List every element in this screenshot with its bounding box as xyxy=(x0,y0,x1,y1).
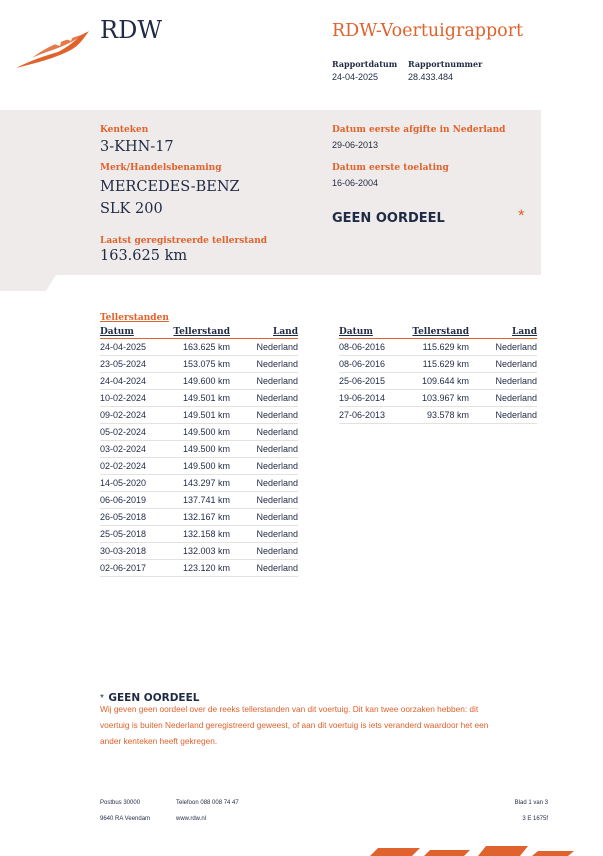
cell-land: Nederland xyxy=(230,458,298,475)
table-row xyxy=(100,441,298,458)
footer-telefoon: Telefoon 088 008 74 47 xyxy=(176,800,239,806)
cell-tellerstand: 143.297 km xyxy=(166,475,230,492)
cell-tellerstand: 149.500 km xyxy=(166,441,230,458)
cell-datum: 27-06-2013 xyxy=(339,407,405,424)
cell-datum: 05-02-2024 xyxy=(100,424,166,441)
note-line-1: Wij geven geen oordeel over de reeks tellerstanden van dit voertuig. Dit kan twee oorzaken hebben: dit xyxy=(100,704,479,714)
column-header-land: Land xyxy=(230,327,298,339)
tellerstanden-title: Tellerstanden xyxy=(100,313,169,323)
cell-datum: 09-02-2024 xyxy=(100,407,166,424)
cell-tellerstand: 103.967 km xyxy=(405,390,469,407)
table-row xyxy=(339,373,537,390)
cell-land: Nederland xyxy=(230,407,298,424)
rapportdatum-label: Rapportdatum xyxy=(332,59,398,69)
cell-datum: 08-06-2016 xyxy=(339,339,405,356)
cell-tellerstand: 132.167 km xyxy=(166,509,230,526)
footer-decoration-icon xyxy=(360,844,580,856)
cell-tellerstand: 137.741 km xyxy=(166,492,230,509)
cell-tellerstand: 115.629 km xyxy=(405,339,469,356)
table-row xyxy=(100,407,298,424)
oordeel-asterisk: * xyxy=(518,206,525,225)
tellerstand-label: Laatst geregistreerde tellerstand xyxy=(100,236,268,246)
cell-land: Nederland xyxy=(469,339,537,356)
cell-land: Nederland xyxy=(230,475,298,492)
footer-postbus: Postbus 30000 xyxy=(100,800,141,806)
cell-land: Nederland xyxy=(469,390,537,407)
panel-fold-shape xyxy=(0,275,541,291)
cell-tellerstand: 132.003 km xyxy=(166,543,230,560)
table-row xyxy=(100,475,298,492)
cell-land: Nederland xyxy=(230,543,298,560)
tellerstanden-table-right xyxy=(339,327,537,424)
column-header-datum: Datum xyxy=(339,327,405,339)
cell-tellerstand: 149.500 km xyxy=(166,424,230,441)
rapportnummer-label: Rapportnummer xyxy=(408,59,483,69)
footer-plaats: 9640 RA Veendam xyxy=(100,816,151,822)
model-value: SLK 200 xyxy=(100,201,163,217)
logo-text: RDW xyxy=(100,16,162,44)
cell-tellerstand: 149.501 km xyxy=(166,390,230,407)
cell-land: Nederland xyxy=(230,526,298,543)
cell-land: Nederland xyxy=(469,356,537,373)
column-header-tellerstand: Tellerstand xyxy=(166,327,230,339)
cell-datum: 24-04-2024 xyxy=(100,373,166,390)
footer-blad: Blad 1 van 3 xyxy=(514,800,548,806)
cell-datum: 19-06-2014 xyxy=(339,390,405,407)
cell-tellerstand: 93.578 km xyxy=(405,407,469,424)
merk-value: MERCEDES-BENZ xyxy=(100,179,240,195)
column-header-tellerstand: Tellerstand xyxy=(405,327,469,339)
cell-datum: 08-06-2016 xyxy=(339,356,405,373)
note-title: GEEN OORDEEL xyxy=(108,692,200,704)
table-row xyxy=(100,560,298,577)
note-line-3: ander kenteken heeft gekregen. xyxy=(100,736,218,746)
table-row xyxy=(100,356,298,373)
footer-code: 3 E 1675f xyxy=(522,816,548,822)
cell-land: Nederland xyxy=(230,560,298,577)
table-row xyxy=(100,373,298,390)
rapportnummer-value: 28.433.484 xyxy=(408,72,454,82)
table-row xyxy=(339,390,537,407)
table-row xyxy=(339,339,537,356)
table-row xyxy=(100,390,298,407)
cell-tellerstand: 163.625 km xyxy=(166,339,230,356)
cell-tellerstand: 153.075 km xyxy=(166,356,230,373)
cell-datum: 10-02-2024 xyxy=(100,390,166,407)
kenteken-label: Kenteken xyxy=(100,125,149,135)
note-asterisk: * xyxy=(100,693,104,704)
column-header-land: Land xyxy=(469,327,537,339)
cell-datum: 02-02-2024 xyxy=(100,458,166,475)
cell-datum: 23-05-2024 xyxy=(100,356,166,373)
cell-tellerstand: 132.158 km xyxy=(166,526,230,543)
afgifte-label: Datum eerste afgifte in Nederland xyxy=(332,125,506,135)
cell-datum: 25-05-2018 xyxy=(100,526,166,543)
rdw-logo-icon xyxy=(14,30,90,70)
table-row xyxy=(100,526,298,543)
cell-land: Nederland xyxy=(230,339,298,356)
report-title: RDW-Voertuigrapport xyxy=(332,21,524,41)
table-row xyxy=(100,509,298,526)
table-row xyxy=(100,424,298,441)
table-row xyxy=(100,458,298,475)
cell-tellerstand: 149.501 km xyxy=(166,407,230,424)
toelating-value: 16-06-2004 xyxy=(332,178,379,188)
cell-tellerstand: 149.600 km xyxy=(166,373,230,390)
cell-datum: 25-06-2015 xyxy=(339,373,405,390)
cell-datum: 26-05-2018 xyxy=(100,509,166,526)
afgifte-value: 29-06-2013 xyxy=(332,140,379,150)
rapportdatum-value: 24-04-2025 xyxy=(332,72,379,82)
cell-land: Nederland xyxy=(230,509,298,526)
cell-land: Nederland xyxy=(230,492,298,509)
cell-land: Nederland xyxy=(230,356,298,373)
cell-datum: 06-06-2019 xyxy=(100,492,166,509)
oordeel-status: GEEN OORDEEL xyxy=(332,211,445,226)
cell-datum: 24-04-2025 xyxy=(100,339,166,356)
cell-datum: 14-05-2020 xyxy=(100,475,166,492)
cell-land: Nederland xyxy=(230,441,298,458)
cell-land: Nederland xyxy=(469,373,537,390)
footer-website: www.rdw.nl xyxy=(176,816,207,822)
cell-tellerstand: 109.644 km xyxy=(405,373,469,390)
table-row xyxy=(100,492,298,509)
cell-land: Nederland xyxy=(469,407,537,424)
cell-tellerstand: 115.629 km xyxy=(405,356,469,373)
table-row xyxy=(100,339,298,356)
cell-land: Nederland xyxy=(230,390,298,407)
tellerstand-value: 163.625 km xyxy=(100,248,188,264)
table-row xyxy=(339,407,537,424)
table-row xyxy=(100,543,298,560)
tellerstanden-table-left xyxy=(100,327,298,577)
cell-land: Nederland xyxy=(230,373,298,390)
merk-label: Merk/Handelsbenaming xyxy=(100,163,222,173)
note-line-2: voertuig is buiten Nederland geregistreerd geweest, of aan dit voertuig is iets veranderd waardoor het een xyxy=(100,720,489,730)
kenteken-value: 3-KHN-17 xyxy=(100,139,174,155)
table-row xyxy=(339,356,537,373)
cell-tellerstand: 149.500 km xyxy=(166,458,230,475)
cell-datum: 30-03-2018 xyxy=(100,543,166,560)
toelating-label: Datum eerste toelating xyxy=(332,163,449,173)
column-header-datum: Datum xyxy=(100,327,166,339)
cell-datum: 02-06-2017 xyxy=(100,560,166,577)
cell-land: Nederland xyxy=(230,424,298,441)
cell-datum: 03-02-2024 xyxy=(100,441,166,458)
cell-tellerstand: 123.120 km xyxy=(166,560,230,577)
